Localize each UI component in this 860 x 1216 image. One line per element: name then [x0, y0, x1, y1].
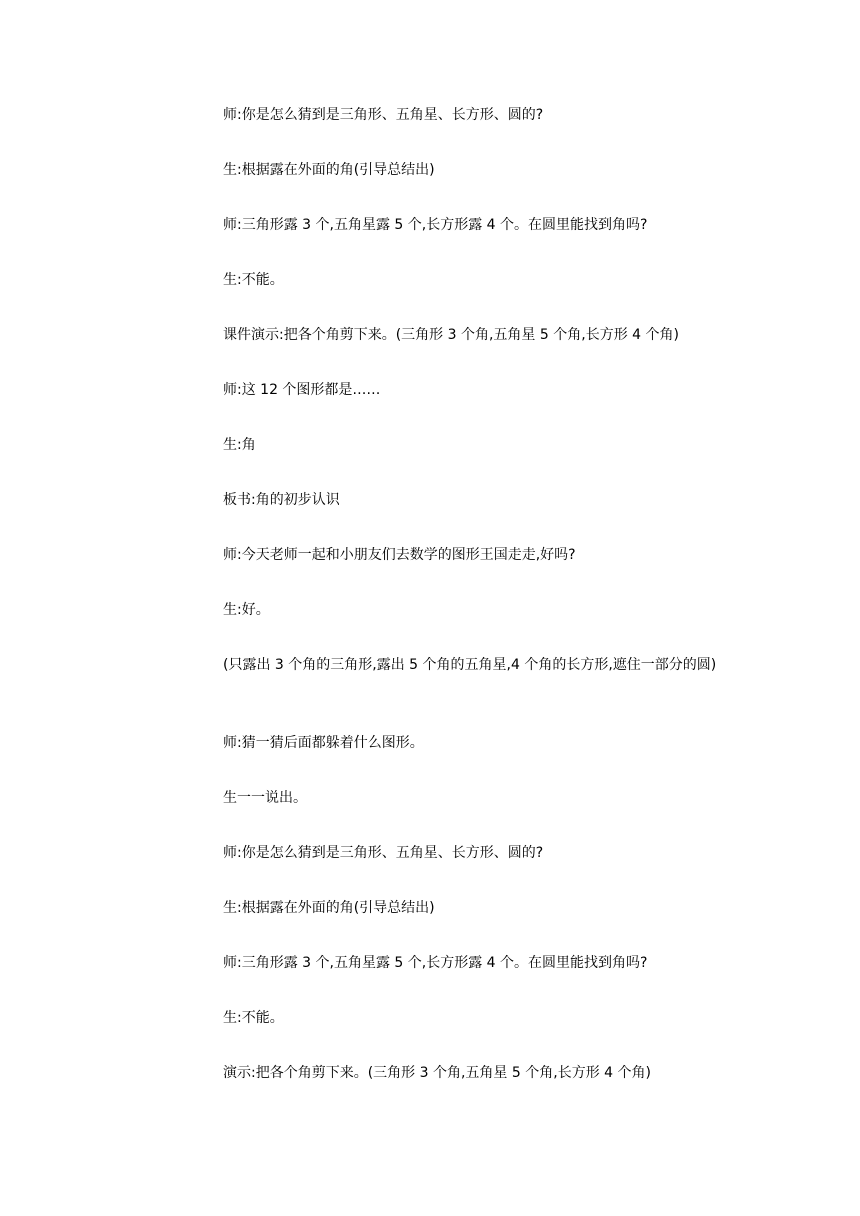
paragraph-7: 生:角 [223, 437, 256, 453]
paragraph-13: 生一一说出。 [223, 790, 307, 806]
paragraph-16: 师:三角形露 3 个,五角星露 5 个,长方形露 4 个。在圆里能找到角吗? [223, 955, 648, 971]
paragraph-11: (只露出 3 个角的三角形,露出 5 个角的五角星,4 个角的长方形,遮住一部分的圆) [223, 657, 717, 673]
paragraph-6: 师:这 12 个图形都是…… [223, 382, 381, 398]
paragraph-3: 师:三角形露 3 个,五角星露 5 个,长方形露 4 个。在圆里能找到角吗? [223, 217, 648, 233]
paragraph-8: 板书:角的初步认识 [223, 492, 340, 508]
paragraph-14: 师:你是怎么猜到是三角形、五角星、长方形、圆的? [223, 845, 544, 861]
paragraph-10: 生:好。 [223, 602, 270, 618]
paragraph-9: 师:今天老师一起和小朋友们去数学的图形王国走走,好吗? [223, 547, 576, 563]
paragraph-1: 师:你是怎么猜到是三角形、五角星、长方形、圆的? [223, 107, 544, 123]
paragraph-12: 师:猜一猜后面都躲着什么图形。 [223, 735, 424, 751]
paragraph-15: 生:根据露在外面的角(引导总结出) [223, 900, 435, 916]
paragraph-5: 课件演示:把各个角剪下来。(三角形 3 个角,五角星 5 个角,长方形 4 个角) [223, 327, 679, 343]
paragraph-4: 生:不能。 [223, 272, 284, 288]
paragraph-2: 生:根据露在外面的角(引导总结出) [223, 162, 435, 178]
paragraph-17: 生:不能。 [223, 1010, 284, 1026]
paragraph-18: 演示:把各个角剪下来。(三角形 3 个角,五角星 5 个角,长方形 4 个角) [223, 1065, 651, 1081]
